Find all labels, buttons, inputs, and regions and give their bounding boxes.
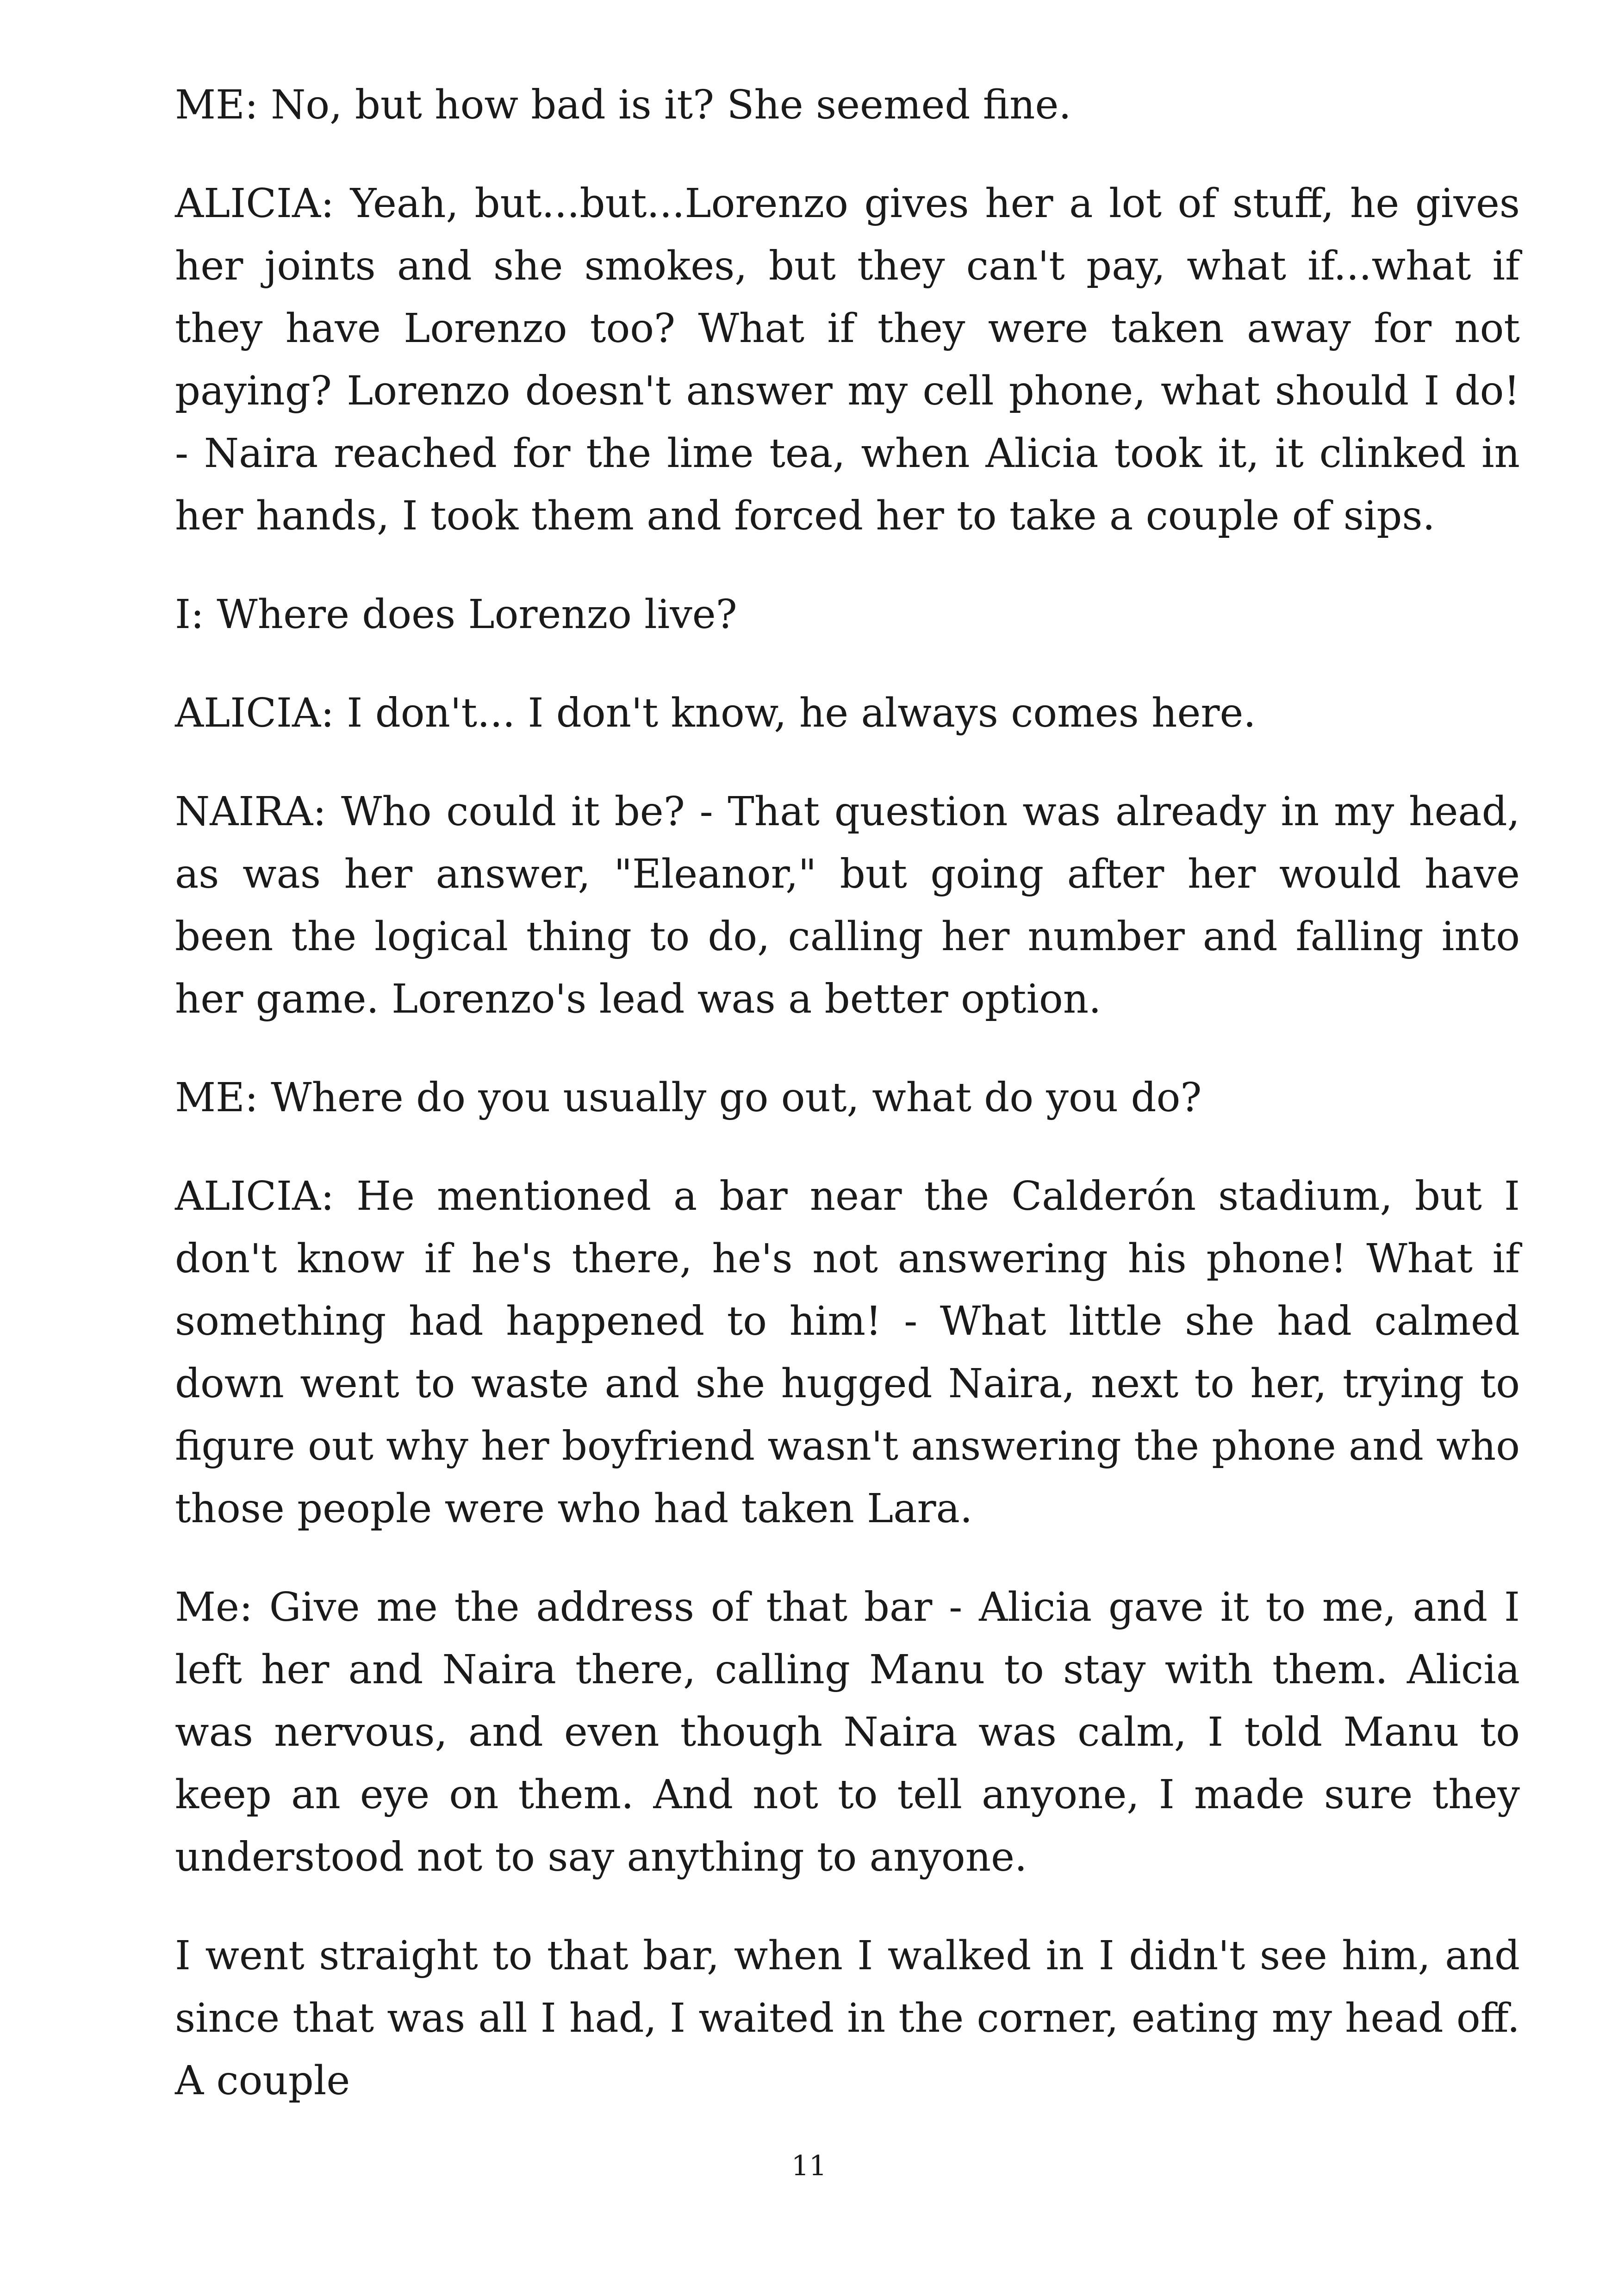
page-number: 11 xyxy=(791,2150,827,2182)
paragraph: ALICIA: Yeah, but...but...Lorenzo gives her a lot of stuff, he gives her joints and she smokes, but they can't pay, what if...what if they have Lorenzo too? What if they were taken away for not paying? Lorenzo doesn't answer my cell phone, what should I do! - Naira reached for the lime tea, when Alicia took it, it clinked in her hands, I took them and forced her to take a couple of sips. xyxy=(175,180,1520,539)
paragraph: ME: No, but how bad is it? She seemed fine. xyxy=(175,82,1071,128)
paragraph: NAIRA: Who could it be? - That question was already in my head, as was her answer, "Eleanor," but going after her would have been the logical thing to do, calling her number and falling into her game. Lorenzo's lead was a better option. xyxy=(175,789,1520,1022)
paragraph: ALICIA: I don't... I don't know, he always comes here. xyxy=(175,690,1256,736)
body-text xyxy=(175,74,1520,2112)
paragraph: ME: Where do you usually go out, what do you do? xyxy=(175,1075,1202,1121)
paragraph: ALICIA: He mentioned a bar near the Calderón stadium, but I don't know if he's there, he's not answering his phone! What if something had happened to him! - What little she had calmed down went to waste and she hugged Naira, next to her, trying to figure out why her boyfriend wasn't answering the phone and who those people were who had taken Lara. xyxy=(175,1173,1520,1532)
paragraph: I went straight to that bar, when I walked in I didn't see him, and since that was all I had, I waited in the corner, eating my head off. A couple xyxy=(175,1933,1520,2104)
paragraph: I: Where does Lorenzo live? xyxy=(175,591,737,638)
paragraph: Me: Give me the address of that bar - Alicia gave it to me, and I left her and Naira there, calling Manu to stay with them. Alicia was nervous, and even though Naira was calm, I told Manu to keep an eye on them. And not to tell anyone, I made sure they understood not to say anything to anyone. xyxy=(175,1584,1520,1880)
